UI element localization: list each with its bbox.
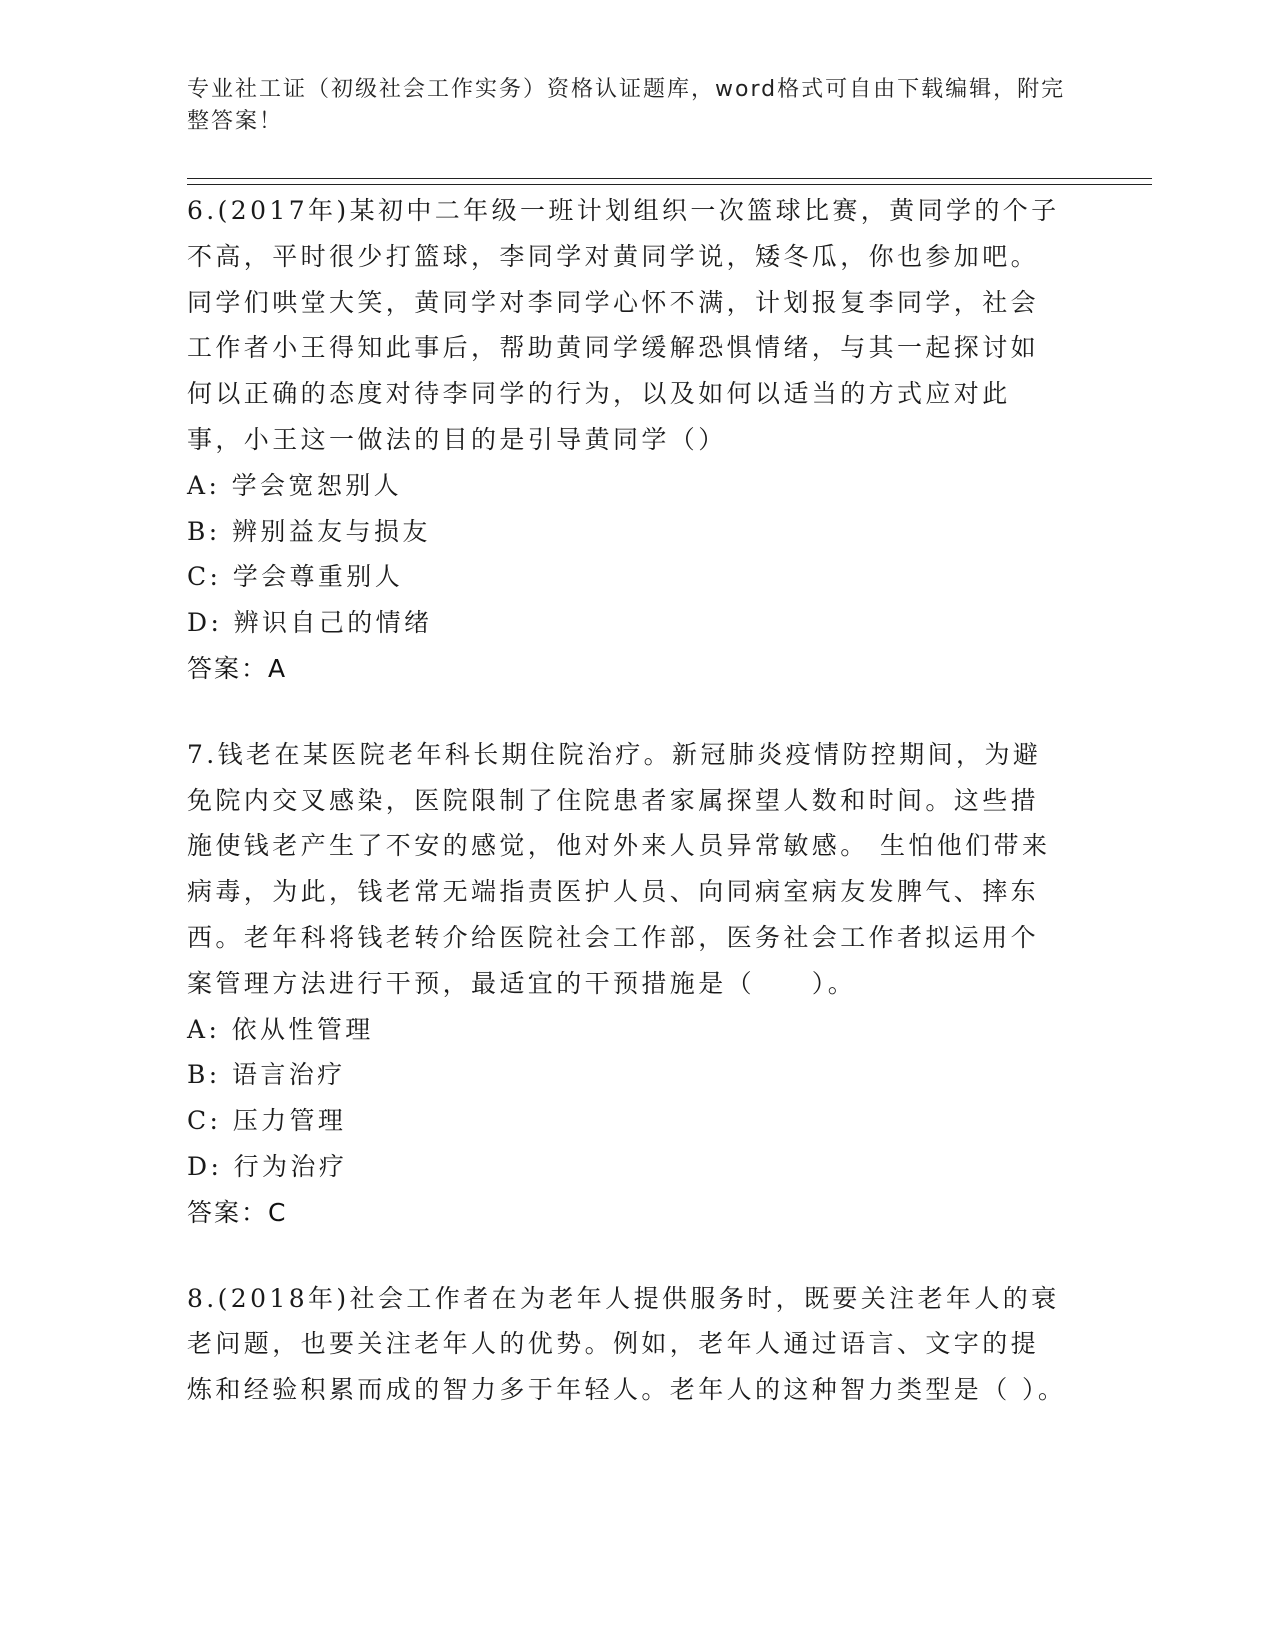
answer-line: 答案：C	[187, 1197, 288, 1227]
question-7	[187, 732, 1067, 1236]
spacer	[187, 692, 1067, 732]
option-b: B: 辨别益友与损友	[187, 516, 431, 546]
document-body	[187, 188, 1067, 1413]
header-rule-bottom	[187, 184, 1152, 185]
option-a: A: 依从性管理	[187, 1014, 374, 1044]
option-d: D: 辨识自己的情绪	[187, 608, 433, 638]
question-8	[187, 1276, 1067, 1413]
option-b: B: 语言治疗	[187, 1060, 346, 1090]
spacer	[187, 1236, 1067, 1276]
option-d: D: 行为治疗	[187, 1151, 348, 1181]
option-c: C: 学会尊重别人	[187, 562, 404, 592]
answer-line: 答案：A	[187, 653, 288, 683]
option-c: C: 压力管理	[187, 1106, 347, 1136]
document-header: 专业社工证（初级社会工作实务）资格认证题库，word格式可自由下载编辑，附完整答案！	[187, 77, 1066, 134]
option-a: A: 学会宽恕别人	[187, 470, 403, 500]
header-rule-top	[187, 178, 1152, 179]
question-stem: 8.(2018年)社会工作者在为老年人提供服务时，既要关注老年人的衰老问题，也要关注老年人的优势。例如，老年人通过语言、文字的提炼和经验积累而成的智力多于年轻人。老年人的这种智力类型是（ ）。	[187, 1283, 1067, 1405]
question-stem: 6.(2017年)某初中二年级一班计划组织一次篮球比赛，黄同学的个子不高，平时很少打篮球，李同学对黄同学说，矮冬瓜，你也参加吧。同学们哄堂大笑，黄同学对李同学心怀不满，计划报复李同学，社会工作者小王得知此事后，帮助黄同学缓解恐惧情绪，与其一起探讨如何以正确的态度对待李同学的行为，以及如何以适当的方式应对此事，小王这一做法的目的是引导黄同学（）	[187, 196, 1060, 454]
question-stem: 7.钱老在某医院老年科长期住院治疗。新冠肺炎疫情防控期间，为避免院内交叉感染，医院限制了住院患者家属探望人数和时间。这些措施使钱老产生了不安的感觉，他对外来人员异常敏感。 生怕他们带来病毒，为此，钱老常无端指责医护人员、向同病室病友发脾气、摔东西。老年科将钱老转介给医院社会工作部，医务社会工作者拟运用个案管理方法进行干预，最适宜的干预措施是（ ）。	[187, 739, 1051, 998]
question-6	[187, 188, 1067, 692]
